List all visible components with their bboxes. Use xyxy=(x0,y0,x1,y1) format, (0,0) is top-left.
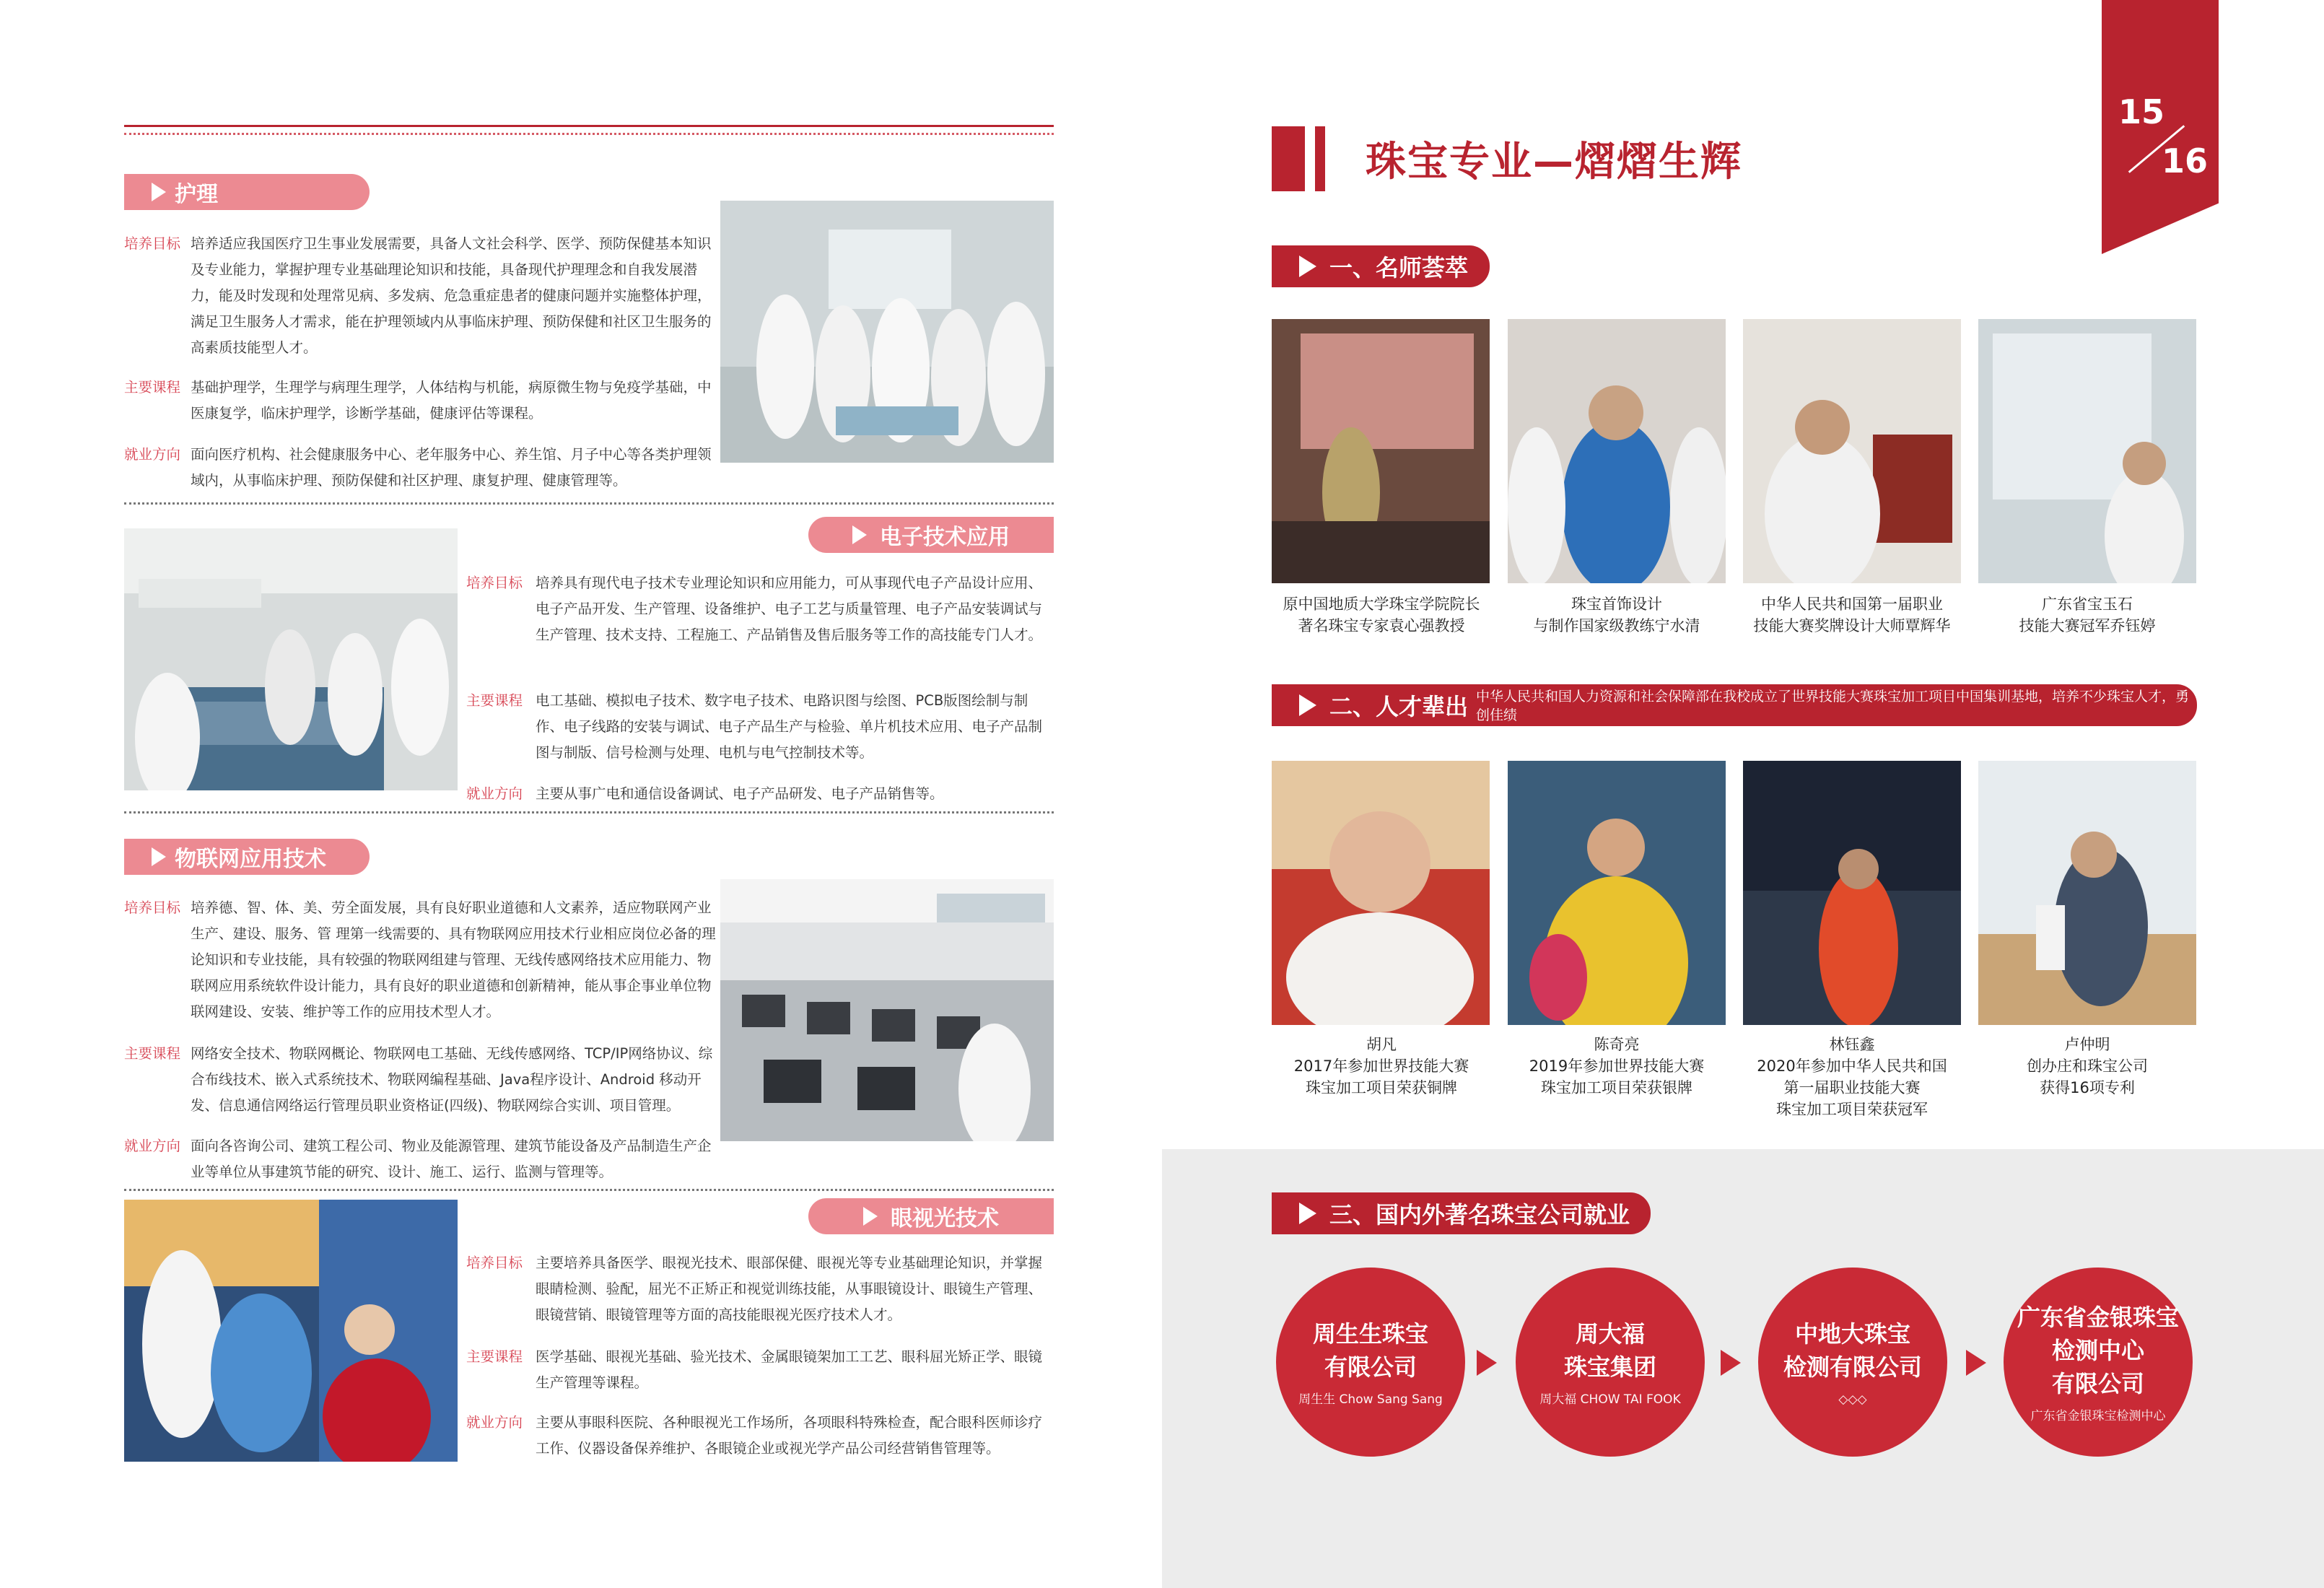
optometry-job xyxy=(466,1410,1054,1462)
goal-text: 培养具有现代电子技术专业理论知识和应用能力，可从事现代电子产品设计应用、电子产品开发、生产管理、设备维护、电子工艺与质量管理、电子产品安装调试与生产管理、技术支持、工程施工、产品销售及售后服务等工作的高技能专门人才。 xyxy=(536,575,1043,643)
tag-iot xyxy=(124,839,370,875)
play-icon xyxy=(1299,256,1316,277)
iot-goal xyxy=(124,895,716,1025)
caption-line: 珠宝首饰设计 xyxy=(1571,596,1662,613)
arrow-right-icon xyxy=(1477,1350,1497,1376)
caption-talent-1 xyxy=(1262,1034,1500,1099)
nursing-job xyxy=(124,442,716,494)
tag-label: 三、国内外著名珠宝公司就业 xyxy=(1329,1201,1630,1229)
job-text: 主要从事眼科医院、各种眼视光工作场所，各项眼科特殊检查，配合眼科医师诊疗工作、仪器设备保养维护、各眼镜企业或视光学产品公司经营销售管理等。 xyxy=(536,1414,1043,1457)
goal-text: 培养适应我国医疗卫生事业发展需要，具备人文社会科学、医学、预防保健基本知识及专业能力，掌握护理专业基础理论知识和技能，具备现代护理理念和自我发展潜力，能及时发现和处理常见病、多发病、危急重症患者的健康问题并实施整体护理，满足卫生服务人才需求，能在护理领域内从事临床护理、预防保健和社区卫生服务的高素质技能型人才。 xyxy=(191,235,712,356)
play-icon xyxy=(152,847,166,866)
goal-label: 培养目标 xyxy=(124,899,181,916)
caption-line: 2017年参加世界技能大赛 xyxy=(1293,1057,1469,1075)
tag-label: 眼视光技术 xyxy=(891,1206,999,1231)
caption-talent-2 xyxy=(1498,1034,1736,1099)
electronics-goal xyxy=(466,570,1054,648)
section-separator xyxy=(124,811,1054,813)
course-label: 主要课程 xyxy=(124,1045,181,1062)
photo-nursing-class xyxy=(720,201,1054,463)
photo-talent-2 xyxy=(1508,761,1726,1025)
tag-label: 电子技术应用 xyxy=(880,525,1010,550)
company-name: 广东省金银珠宝 xyxy=(2017,1304,2179,1331)
goal-text: 培养德、智、体、美、劳全面发展，具有良好职业道德和人文素养，适应物联网产业生产、建设、服务、管 理第一线需要的、具有物联网应用技术行业相应岗位必备的理论知识和专业技能，具有较强的物联网组建与管理、无线传感网络技术应用能力、物联网应用系统软件设计能力，具有良好的职业道德和创新精神，能从事企事业单位物联网建设、安装、维护等工作的应用技术型人才。 xyxy=(191,899,716,1020)
company-logo: 周大福 CHOW TAI FOOK xyxy=(1539,1392,1681,1407)
tag-electronics xyxy=(808,517,1054,553)
play-icon xyxy=(1299,1203,1316,1224)
tag-employment xyxy=(1272,1192,1651,1234)
optometry-course xyxy=(466,1344,1054,1396)
photo-teacher-1 xyxy=(1272,319,1490,583)
page-number-left: 15 xyxy=(2118,92,2165,131)
company-name: 周大福 xyxy=(1575,1320,1645,1348)
company-logo: 广东省金银珠宝检测中心 xyxy=(2030,1409,2166,1423)
photo-teacher-4 xyxy=(1978,319,2196,583)
arrow-right-icon xyxy=(1966,1350,1986,1376)
tag-nursing xyxy=(124,174,370,210)
caption-teacher-4 xyxy=(1968,593,2206,637)
caption-line: 第一届职业技能大赛 xyxy=(1783,1079,1921,1096)
course-text: 基础护理学，生理学与病理生理学，人体结构与机能，病原微生物与免疫学基础，中医康复学，临床护理学，诊断学基础，健康评估等课程。 xyxy=(191,379,712,422)
talents-note: 中华人民共和国人力资源和社会保障部在我校成立了世界技能大赛珠宝加工项目中国集训基地，培养不少珠宝人才，勇创佳绩 xyxy=(1476,689,2190,723)
caption-line: 珠宝加工项目荣获冠军 xyxy=(1776,1101,1928,1118)
page-number-right: 16 xyxy=(2162,141,2209,180)
nursing-course xyxy=(124,375,716,427)
caption-talent-4 xyxy=(1968,1034,2206,1099)
header-dotted-rule xyxy=(124,133,1054,135)
caption-line: 胡凡 xyxy=(1366,1036,1397,1053)
header-rule xyxy=(124,125,1054,127)
tag-label: 一、名师荟萃 xyxy=(1329,254,1469,282)
caption-line: 获得16项专利 xyxy=(2040,1079,2135,1096)
electronics-job xyxy=(466,781,1054,807)
company-circle-chow-tai-fook xyxy=(1516,1268,1705,1457)
caption-line: 技能大赛奖牌设计大师覃辉华 xyxy=(1753,617,1951,634)
caption-line: 2019年参加世界技能大赛 xyxy=(1529,1057,1705,1075)
play-icon xyxy=(852,525,867,544)
job-text: 面向各咨询公司、建筑工程公司、物业及能源管理、建筑节能设备及产品制造生产企业等单位从事建筑节能的研究、设计、施工、运行、监测与管理等。 xyxy=(191,1138,712,1180)
play-icon xyxy=(863,1207,878,1226)
caption-line: 原中国地质大学珠宝学院院长 xyxy=(1283,596,1480,613)
photo-optometry-exam xyxy=(124,1200,458,1462)
goal-text: 主要培养具备医学、眼视光技术、眼部保健、眼视光等专业基础理论知识，并掌握眼睛检测、验配，屈光不正矫正和视觉训练技能，从事眼镜设计、眼镜生产管理、眼镜营销、眼镜管理等方面的高技能眼视光医疗技术人才。 xyxy=(536,1255,1043,1323)
caption-teacher-2 xyxy=(1498,593,1736,637)
company-logo: ◇◇◇ xyxy=(1838,1392,1867,1407)
photo-talent-4 xyxy=(1978,761,2196,1025)
caption-line: 中华人民共和国第一届职业 xyxy=(1761,596,1943,613)
page-title: 珠宝专业—熠熠生辉 xyxy=(1366,139,1742,186)
course-label: 主要课程 xyxy=(466,692,523,709)
caption-line: 创办庄和珠宝公司 xyxy=(2027,1057,2148,1075)
tag-label: 物联网应用技术 xyxy=(175,847,326,872)
job-text: 主要从事广电和通信设备调试、电子产品研发、电子产品销售等。 xyxy=(536,785,944,802)
company-circle-guangdong-jewelry-center xyxy=(2004,1268,2193,1457)
caption-line: 珠宝加工项目荣获银牌 xyxy=(1541,1079,1692,1096)
caption-teacher-1 xyxy=(1262,593,1500,637)
caption-line: 2020年参加中华人民共和国 xyxy=(1757,1057,1947,1075)
company-name: 中地大珠宝 xyxy=(1794,1320,1910,1348)
company-name: 有限公司 xyxy=(1324,1353,1417,1381)
caption-line: 技能大赛冠军乔钰婷 xyxy=(2019,617,2156,634)
company-name: 有限公司 xyxy=(2051,1370,2144,1397)
caption-teacher-3 xyxy=(1733,593,1971,637)
caption-line: 广东省宝玉石 xyxy=(2042,596,2133,613)
company-name: 检测中心 xyxy=(2051,1337,2144,1364)
course-label: 主要课程 xyxy=(124,379,181,396)
photo-talent-1 xyxy=(1272,761,1490,1025)
arrow-right-icon xyxy=(1721,1350,1741,1376)
tag-famous-teachers xyxy=(1272,245,1490,287)
caption-line: 与制作国家级教练宁水清 xyxy=(1533,617,1700,634)
job-label: 就业方向 xyxy=(124,1138,181,1154)
caption-line: 珠宝加工项目荣获铜牌 xyxy=(1306,1079,1457,1096)
play-icon xyxy=(152,183,166,201)
caption-line: 陈奇亮 xyxy=(1594,1036,1640,1053)
goal-label: 培养目标 xyxy=(124,235,181,252)
company-circle-chow-sang-sang xyxy=(1276,1268,1465,1457)
photo-teacher-2 xyxy=(1508,319,1726,583)
company-name: 检测有限公司 xyxy=(1783,1353,1922,1381)
job-label: 就业方向 xyxy=(124,446,181,463)
tag-optometry xyxy=(808,1198,1054,1234)
section-separator xyxy=(124,1189,1054,1191)
caption-line: 林钰鑫 xyxy=(1829,1036,1875,1053)
course-label: 主要课程 xyxy=(466,1348,523,1365)
section-separator xyxy=(124,502,1054,505)
title-accent-bar xyxy=(1272,126,1305,191)
job-label: 就业方向 xyxy=(466,785,523,802)
goal-label: 培养目标 xyxy=(466,575,523,591)
tag-label: 二、人才辈出 xyxy=(1329,693,1469,720)
company-name: 珠宝集团 xyxy=(1563,1353,1656,1381)
iot-course xyxy=(124,1041,716,1119)
caption-line: 卢仲明 xyxy=(2064,1036,2110,1053)
company-logo: 周生生 Chow Sang Sang xyxy=(1298,1392,1443,1407)
company-name: 周生生珠宝 xyxy=(1312,1320,1428,1348)
electronics-course xyxy=(466,688,1054,766)
course-text: 网络安全技术、物联网概论、物联网电工基础、无线传感网络、TCP/IP网络协议、综合布线技术、嵌入式系统技术、物联网编程基础、Java程序设计、Android 移动开发、信息通信网络运行管理员职业资格证(四级)、物联网综合实训、项目管理。 xyxy=(191,1045,713,1114)
course-text: 医学基础、眼视光基础、验光技术、金属眼镜架加工工艺、眼科屈光矫正学、眼镜生产管理等课程。 xyxy=(536,1348,1043,1391)
caption-line: 著名珠宝专家袁心强教授 xyxy=(1298,617,1465,634)
goal-label: 培养目标 xyxy=(466,1255,523,1271)
job-label: 就业方向 xyxy=(466,1414,523,1431)
photo-electronics-lab xyxy=(124,528,458,790)
optometry-goal xyxy=(466,1250,1054,1328)
job-text: 面向医疗机构、社会健康服务中心、老年服务中心、养生馆、月子中心等各类护理领域内，从事临床护理、预防保健和社区护理、康复护理、健康管理等。 xyxy=(191,446,712,489)
iot-job xyxy=(124,1133,716,1185)
company-circle-zhongdida xyxy=(1758,1268,1947,1457)
course-text: 电工基础、模拟电子技术、数字电子技术、电路识图与绘图、PCB版图绘制与制作、电子线路的安装与调试、电子产品生产与检验、单片机技术应用、电子产品制图与制版、信号检测与处理、电机与电气控制技术等。 xyxy=(536,692,1043,761)
nursing-goal xyxy=(124,231,716,361)
title-accent-bar-thin xyxy=(1315,126,1325,191)
caption-talent-3 xyxy=(1733,1034,1971,1120)
photo-talent-3 xyxy=(1743,761,1961,1025)
photo-iot-computer-lab xyxy=(720,879,1054,1141)
play-icon xyxy=(1299,694,1316,716)
tag-label: 护理 xyxy=(175,182,218,207)
photo-teacher-3 xyxy=(1743,319,1961,583)
